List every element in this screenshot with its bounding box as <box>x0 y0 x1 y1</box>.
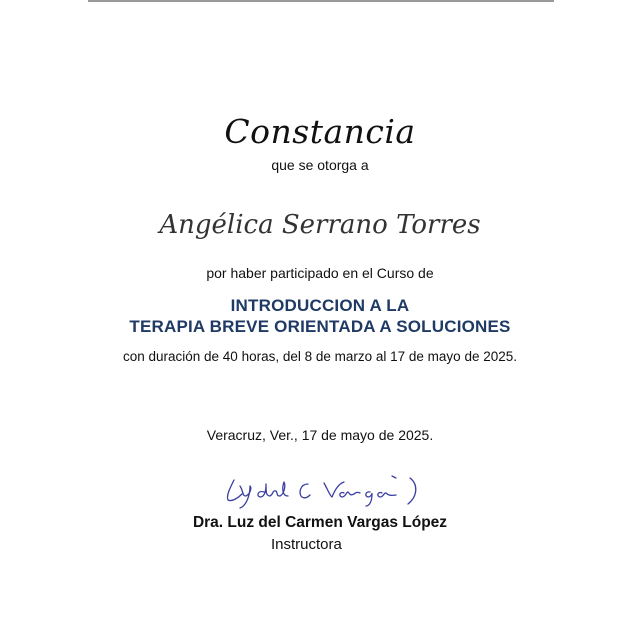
handwritten-signature <box>220 466 430 510</box>
participation-reason: por haber participado en el Curso de <box>206 265 434 281</box>
signer-name: Dra. Luz del Carmen Vargas López <box>192 514 448 531</box>
certificate-title: Constancia <box>224 112 416 151</box>
course-duration: con duración de 40 horas, del 8 de marzo al 17 de mayo de 2025. <box>122 349 517 364</box>
certificate-subtitle: que se otorga a <box>271 157 369 173</box>
course-title <box>0 295 640 337</box>
course-title-line-2: TERAPIA BREVE ORIENTADA A SOLUCIONES <box>129 317 511 336</box>
top-rule <box>88 0 554 2</box>
signer-role: Instructora <box>271 536 342 553</box>
place-and-date: Veracruz, Ver., 17 de mayo de 2025. <box>206 427 434 443</box>
course-title-line-1: INTRODUCCION A LA <box>230 296 410 315</box>
recipient-name: Angélica Serrano Torres <box>159 210 481 240</box>
